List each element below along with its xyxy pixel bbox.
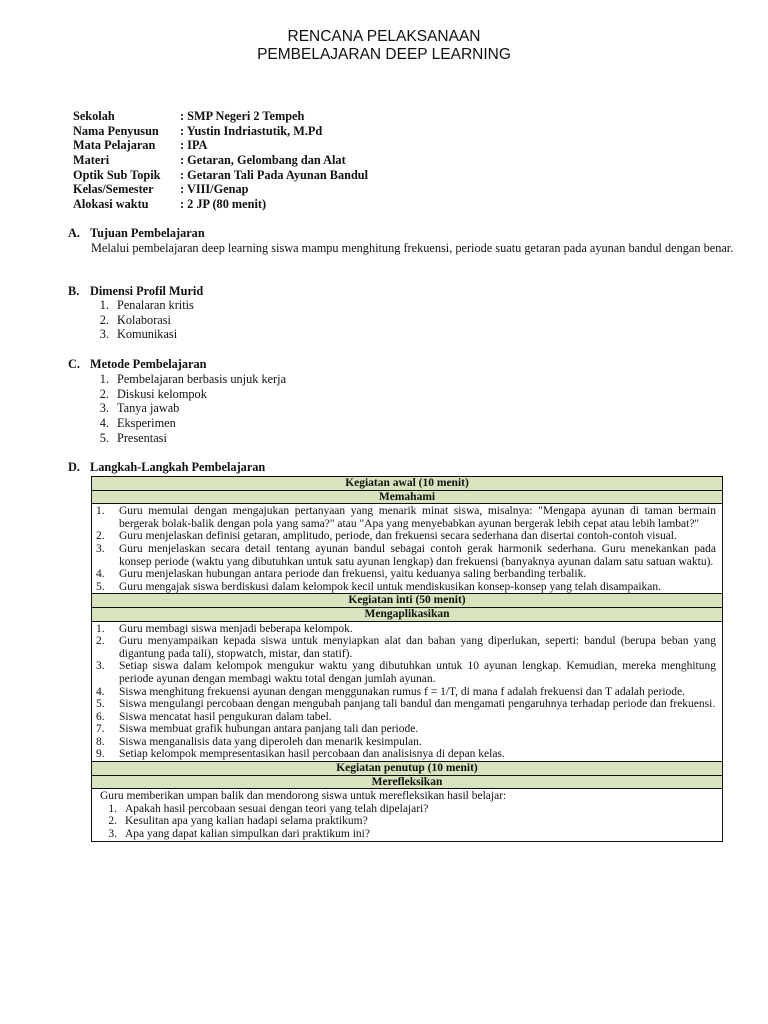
info-label: Nama Penyusun xyxy=(73,123,159,138)
step-item: 5. Guru mengajak siswa berdiskusi dalam kelompok kecil untuk mendiskusikan konsep-konsep yang telah disampaikan. xyxy=(96,581,716,594)
list-item: 3. Komunikasi xyxy=(99,327,178,342)
list-item: 2. Diskusi kelompok xyxy=(99,386,207,401)
info-label: Optik Sub Topik xyxy=(73,167,161,182)
step-item: 7. Siswa membuat grafik hubungan antara panjang tali dan periode. xyxy=(96,723,716,736)
section-title: Metode Pembelajaran xyxy=(90,357,207,371)
learning-steps-table xyxy=(91,476,723,842)
reflection-question: 3. Apa yang dapat kalian simpulkan dari praktikum ini? xyxy=(108,828,370,841)
info-label: Mata Pelajaran xyxy=(73,138,156,153)
section-a-heading xyxy=(68,226,205,241)
reflection-question-text: Apakah hasil percobaan sesuai dengan teori yang telah dipelajari? xyxy=(125,802,429,815)
info-label: Kelas/Semester xyxy=(73,182,154,197)
section-letter: D. xyxy=(68,460,80,474)
method-list xyxy=(91,372,286,445)
list-item-text: Eksperimen xyxy=(117,416,176,431)
list-item: 1. Pembelajaran berbasis unjuk kerja xyxy=(99,372,287,386)
info-row-mata-pelajaran xyxy=(73,138,368,153)
info-value: : VIII/Genap xyxy=(180,182,249,197)
list-item: 3. Tanya jawab xyxy=(99,401,180,416)
list-item: 2. Kolaborasi xyxy=(99,312,171,327)
kegiatan-penutup-header: Kegiatan penutup (10 menit) xyxy=(92,762,723,776)
step-item: 4. Guru menjelaskan hubungan antara periode dan frekuensi, yaitu keduanya saling berbanding terbalik. xyxy=(96,568,716,581)
info-value: : Getaran Tali Pada Ayunan Bandul xyxy=(180,167,369,182)
step-text: Guru menjelaskan definisi getaran, amplitudo, periode, dan frekuensi secara sederhana dan disertai contoh-contoh visual. xyxy=(119,530,677,543)
memahami-subheader: Memahami xyxy=(92,490,723,504)
section-title: Tujuan Pembelajaran xyxy=(90,226,205,240)
mengaplikasikan-subheader: Mengaplikasikan xyxy=(92,607,723,621)
step-text: Guru mengajak siswa berdiskusi dalam kelompok kecil untuk mendiskusikan konsep-konsep yang telah disampaikan. xyxy=(119,580,661,593)
merefleksikan-subheader: Merefleksikan xyxy=(92,775,723,789)
list-item-text: Penalaran kritis xyxy=(117,298,194,312)
step-text: Guru menjelaskan hubungan antara periode dan frekuensi, yaitu keduanya saling berbanding terbalik. xyxy=(119,568,587,581)
step-text: Guru memulai dengan mengajukan pertanyaan yang menarik minat siswa, misalnya: "Mengapa ayunan di taman bermain bergerak bolak-balik dengan pola yang sama?" atau "Apa yang menyebabkan ayunan bergerak lebih cepat atau lebih lambat?" xyxy=(119,505,716,530)
reflection-question-text: Apa yang dapat kalian simpulkan dari praktikum ini? xyxy=(125,828,370,841)
kegiatan-inti-body xyxy=(92,621,723,762)
info-row-sub-topik xyxy=(73,168,368,183)
kegiatan-awal-body xyxy=(92,504,723,594)
list-item: 1. Penalaran kritis xyxy=(99,298,194,312)
identity-block xyxy=(73,109,368,212)
list-item-text: Tanya jawab xyxy=(117,401,180,416)
info-row-sekolah xyxy=(73,109,368,124)
info-row-kelas-semester xyxy=(73,182,368,197)
info-row-alokasi-waktu xyxy=(73,197,368,212)
kegiatan-awal-header: Kegiatan awal (10 menit) xyxy=(92,477,723,491)
step-text: Siswa mengulangi percobaan dengan mengubah panjang tali bandul dan mengamati pengaruhnya terhadap periode dan frekuensi. xyxy=(119,698,716,711)
info-value: : Getaran, Gelombang dan Alat xyxy=(180,153,346,168)
step-text: Setiap kelompok mempresentasikan hasil percobaan dan analisisnya di depan kelas. xyxy=(119,748,505,761)
section-title: Dimensi Profil Murid xyxy=(90,284,204,298)
section-letter: B. xyxy=(68,284,80,298)
section-b-heading xyxy=(68,284,203,299)
info-row-materi xyxy=(73,153,368,168)
step-item: 3. Guru menjelaskan secara detail tentang ayunan bandul sebagai contoh gerak harmonik sederhana. Guru menekankan pada konsep periode (waktu yang dibutuhkan untuk satu ayunan lengkap) dan frekuensi (banyaknya ayunan dalam satu satuan waktu). xyxy=(96,542,716,568)
step-text: Setiap siswa dalam kelompok mengukur waktu yang dibutuhkan untuk 10 ayunan lengkap. Kemudian, mereka menghitung periode ayunan dengan membagi waktu total dengan jumlah ayunan. xyxy=(119,660,716,685)
learning-objective-text: Melalui pembelajaran deep learning siswa mampu menghitung frekuensi, periode suatu getaran pada ayunan bandul dengan benar. xyxy=(91,241,734,255)
section-letter: A. xyxy=(68,226,80,240)
step-item: 6. Siswa mencatat hasil pengukuran dalam tabel. xyxy=(96,711,716,724)
step-text: Siswa menghitung frekuensi ayunan dengan menggunakan rumus f = 1/T, di mana f adalah frekuensi dan T adalah periode. xyxy=(119,685,685,698)
step-item: 1. Guru memulai dengan mengajukan pertanyaan yang menarik minat siswa, misalnya: "Mengapa ayunan di taman bermain bergerak bolak-balik dengan pola yang sama?" atau "Apa yang menyebabkan ayunan bergerak lebih cepat atau lebih lambat?" xyxy=(96,505,716,530)
document-title-line-1: RENCANA PELAKSANAAN xyxy=(287,28,481,45)
info-value: : 2 JP (80 menit) xyxy=(180,197,267,212)
reflection-intro: Guru memberikan umpan balik dan mendorong siswa untuk merefleksikan hasil belajar: xyxy=(100,790,507,803)
list-item-text: Pembelajaran berbasis unjuk kerja xyxy=(117,372,287,386)
list-item-text: Diskusi kelompok xyxy=(117,386,207,401)
list-item-text: Presentasi xyxy=(117,430,167,445)
step-text: Guru menjelaskan secara detail tentang ayunan bandul sebagai contoh gerak harmonik sederhana. Guru menekankan pada konsep periode (waktu yang dibutuhkan untuk satu ayunan lengkap) dan frekuensi (banyaknya ayunan dalam satu satuan waktu). xyxy=(119,542,716,568)
info-value: : Yustin Indriastutik, M.Pd xyxy=(180,123,323,138)
reflection-question-text: Kesulitan apa yang kalian hadapi selama praktikum? xyxy=(125,815,368,828)
info-row-nama-penyusun xyxy=(73,124,368,139)
section-title: Langkah-Langkah Pembelajaran xyxy=(90,460,266,474)
section-letter: C. xyxy=(68,357,80,371)
info-value: : IPA xyxy=(180,138,208,153)
step-item: 2. Guru menjelaskan definisi getaran, amplitudo, periode, dan frekuensi secara sederhana dan disertai contoh-contoh visual. xyxy=(96,530,716,543)
info-label: Sekolah xyxy=(73,109,115,123)
step-item: 3. Setiap siswa dalam kelompok mengukur waktu yang dibutuhkan untuk 10 ayunan lengkap. Kemudian, mereka menghitung periode ayunan dengan membagi waktu total dengan jumlah ayunan. xyxy=(96,660,716,685)
step-text: Guru membagi siswa menjadi beberapa kelompok. xyxy=(119,622,353,635)
document-title-line-2: PEMBELAJARAN DEEP LEARNING xyxy=(257,46,511,63)
step-text: Guru menyampaikan kepada siswa untuk menyiapkan alat dan bahan yang diperlukan, seperti: bandul (berupa beban yang digantung pada tali), stopwatch, mistar, dan statif). xyxy=(119,635,716,660)
info-label: Alokasi waktu xyxy=(73,197,149,212)
section-c-heading xyxy=(68,357,206,372)
info-value: : SMP Negeri 2 Tempeh xyxy=(180,109,305,123)
step-text: Siswa menganalisis data yang diperoleh dan menarik kesimpulan. xyxy=(119,735,422,748)
reflection-question: 2. Kesulitan apa yang kalian hadapi selama praktikum? xyxy=(108,815,368,828)
section-d-heading xyxy=(68,460,265,475)
step-item: 5. Siswa mengulangi percobaan dengan mengubah panjang tali bandul dan mengamati pengaruhnya terhadap periode dan frekuensi. xyxy=(96,698,716,711)
step-item: 1. Guru membagi siswa menjadi beberapa kelompok. xyxy=(96,623,716,636)
step-text: Siswa membuat grafik hubungan antara panjang tali dan periode. xyxy=(119,723,419,736)
list-item: 4. Eksperimen xyxy=(99,416,176,431)
step-item: 9. Setiap kelompok mempresentasikan hasil percobaan dan analisisnya di depan kelas. xyxy=(96,748,716,761)
kegiatan-inti-header: Kegiatan inti (50 menit) xyxy=(92,594,723,608)
list-item: 5. Presentasi xyxy=(99,430,167,445)
list-item-text: Komunikasi xyxy=(117,327,178,342)
info-label: Materi xyxy=(73,153,110,168)
reflection-question: 1. Apakah hasil percobaan sesuai dengan teori yang telah dipelajari? xyxy=(108,802,429,815)
step-item: 8. Siswa menganalisis data yang diperoleh dan menarik kesimpulan. xyxy=(96,736,716,749)
step-text: Siswa mencatat hasil pengukuran dalam tabel. xyxy=(119,710,332,723)
kegiatan-penutup-body xyxy=(92,789,723,841)
step-item: 4. Siswa menghitung frekuensi ayunan dengan menggunakan rumus f = 1/T, di mana f adalah frekuensi dan T adalah periode. xyxy=(96,686,716,699)
list-item-text: Kolaborasi xyxy=(117,312,171,327)
profile-dimension-list xyxy=(91,298,194,342)
step-item: 2. Guru menyampaikan kepada siswa untuk menyiapkan alat dan bahan yang diperlukan, seperti: bandul (berupa beban yang digantung pada tali), stopwatch, mistar, dan statif). xyxy=(96,635,716,660)
